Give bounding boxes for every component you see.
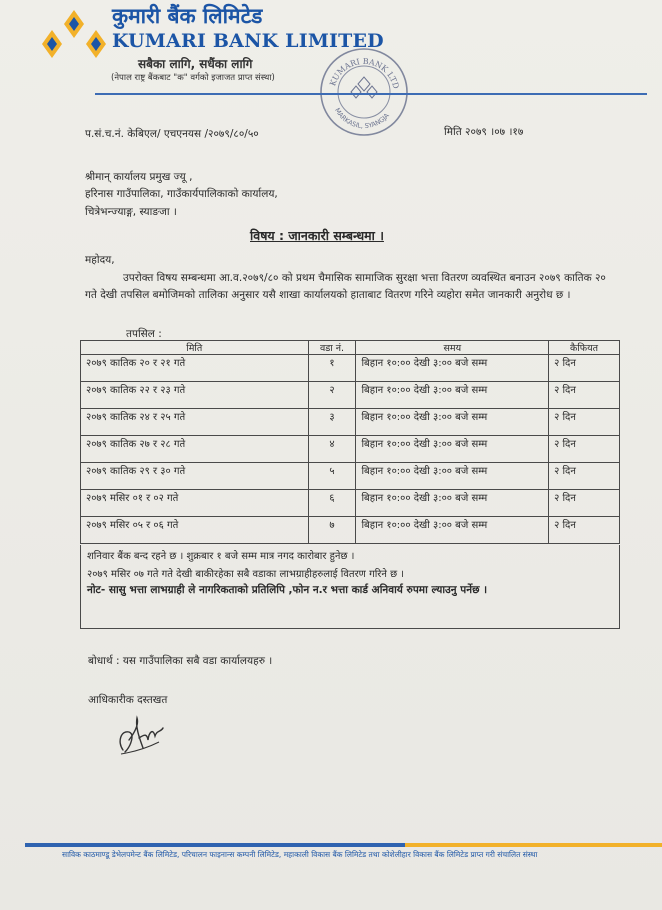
cell-time: बिहान १०:०० देखी ३:०० बजे सम्म	[356, 463, 549, 490]
recipient-line: हरिनास गाउँपालिका, गाउँकार्यपालिकाको कार्यालय,	[85, 188, 278, 200]
cell-time: बिहान १०:०० देखी ३:०० बजे सम्म	[356, 355, 549, 382]
license-note: (नेपाल राष्ट्र बैंकबाट "क" वर्गको इजाजत प्राप्त संस्था)	[111, 73, 275, 83]
cell-time: बिहान १०:०० देखी ३:०० बजे सम्म	[356, 517, 549, 544]
bank-logo-icon	[37, 8, 111, 60]
letter-subject: विषय : जानकारी सम्बन्धमा ।	[250, 228, 384, 243]
table-row	[81, 355, 620, 382]
cell-date: २०७९ मसिर ०५ र ०६ गते	[81, 517, 309, 544]
table-row	[81, 409, 620, 436]
bank-name-english: KUMARI BANK LIMITED	[112, 30, 384, 52]
bank-tagline: सबैका लागि, सधैंका लागि	[138, 57, 253, 71]
column-header-remark: कैफियत	[549, 341, 620, 355]
cell-date: २०७९ कातिक २९ र ३० गते	[81, 463, 309, 490]
cell-ward: ४	[308, 436, 356, 463]
schedule-notes-box	[80, 545, 620, 629]
cell-date: २०७९ कातिक २४ र २५ गते	[81, 409, 309, 436]
distribution-schedule-table	[80, 340, 620, 544]
cell-time: बिहान १०:०० देखी ३:०० बजे सम्म	[356, 382, 549, 409]
table-header-row	[81, 341, 620, 355]
cell-ward: ३	[308, 409, 356, 436]
cell-date: २०७९ कातिक २० र २१ गते	[81, 355, 309, 382]
cell-ward: ६	[308, 490, 356, 517]
cell-date: २०७९ कातिक २७ र २८ गते	[81, 436, 309, 463]
details-label: तपसिल :	[126, 328, 162, 340]
table-row	[81, 463, 620, 490]
bank-stamp	[318, 46, 410, 138]
cell-remark: २ दिन	[549, 517, 620, 544]
recipient-line: चित्रेभन्ज्याङ्ग, स्याङजा ।	[85, 206, 177, 218]
column-header-ward: वडा नं.	[308, 341, 356, 355]
cell-time: बिहान १०:०० देखी ३:०० बजे सम्म	[356, 436, 549, 463]
signature-scribble	[113, 712, 171, 758]
cell-remark: २ दिन	[549, 490, 620, 517]
table-row	[81, 436, 620, 463]
salutation: महोदय,	[85, 254, 115, 266]
cell-date: २०७९ कातिक २२ र २३ गते	[81, 382, 309, 409]
cell-remark: २ दिन	[549, 355, 620, 382]
cell-remark: २ दिन	[549, 463, 620, 490]
cell-remark: २ दिन	[549, 382, 620, 409]
important-note: नोट- सासु भत्ता लाभग्राही ले नागरिकताको प्रतिलिपि ,फोन न.र भत्ता कार्ड अनिवार्य रुपमा ल्याउनु पर्नेछ ।	[87, 584, 488, 596]
footer-divider-blue	[25, 843, 405, 847]
signatory-label: आधिकारीक दस्तखत	[88, 694, 168, 706]
table-row	[81, 517, 620, 544]
note-line: २०७९ मसिर ०७ गते गते देखी बाकीरहेका सबै वडाका लाभग्राहीहरुलाई वितरण गरिने छ ।	[87, 569, 405, 580]
cc-line: बोधार्थ : यस गाउँपालिका सबै वडा कार्यालयहरु ।	[88, 655, 273, 667]
cell-ward: ५	[308, 463, 356, 490]
letter-date: मिति २०७९ ।०७ ।१७	[444, 126, 524, 138]
note-line: शनिवार बैंक बन्द रहने छ । शुक्रबार १ बजे सम्म मात्र नगद कारोबार हुनेछ ।	[87, 551, 355, 562]
footer-divider-gold	[405, 843, 662, 847]
footer-note: साविक काठमाण्डू डेभेलपमेन्ट बैंक लिमिटेड, परिचालन फाइनान्स कम्पनी लिमिटेड, महाकाली विकास बैंक लिमिटेड तथा कोशेलीहार विकास बैंक लिमिटेड प्राप्त गरी संचालित संस्था	[62, 850, 538, 859]
cell-time: बिहान १०:०० देखी ३:०० बजे सम्म	[356, 409, 549, 436]
column-header-time: समय	[356, 341, 549, 355]
header-divider	[95, 93, 647, 95]
bank-name-nepali: कुमारी बैंक लिमिटेड	[112, 4, 263, 28]
table-row	[81, 382, 620, 409]
stamp-bottom-text: MARKASIL, SYANGJA	[333, 106, 391, 131]
letter-body: उपरोक्त विषय सम्बन्धमा आ.व.२०७९/८० को प्रथम चैमासिक सामाजिक सुरक्षा भत्ता वितरण व्यवस्थित बनाउन २०७९ कातिक २० गते देखी तपसिल बमोजिमको तालिका अनुसार यसै शाखा कार्यालयको हाताबाट वितरण गरिने व्यहोरा समेत जानकारी अनुरोध छ ।	[85, 272, 606, 301]
stamp-top-text: KUMARI BANK LTD	[328, 56, 401, 90]
cell-remark: २ दिन	[549, 409, 620, 436]
cell-ward: १	[308, 355, 356, 382]
cell-ward: ७	[308, 517, 356, 544]
cell-ward: २	[308, 382, 356, 409]
cell-date: २०७९ मसिर ०१ र ०२ गते	[81, 490, 309, 517]
column-header-date: मिति	[81, 341, 309, 355]
recipient-line: श्रीमान् कार्यालय प्रमुख ज्यू ,	[85, 171, 193, 183]
table-row	[81, 490, 620, 517]
cell-remark: २ दिन	[549, 436, 620, 463]
cell-time: बिहान १०:०० देखी ३:०० बजे सम्म	[356, 490, 549, 517]
reference-number: प.सं.च.नं. केबिएल/ एचएनयस /२०७९/८०/५०	[85, 128, 259, 140]
